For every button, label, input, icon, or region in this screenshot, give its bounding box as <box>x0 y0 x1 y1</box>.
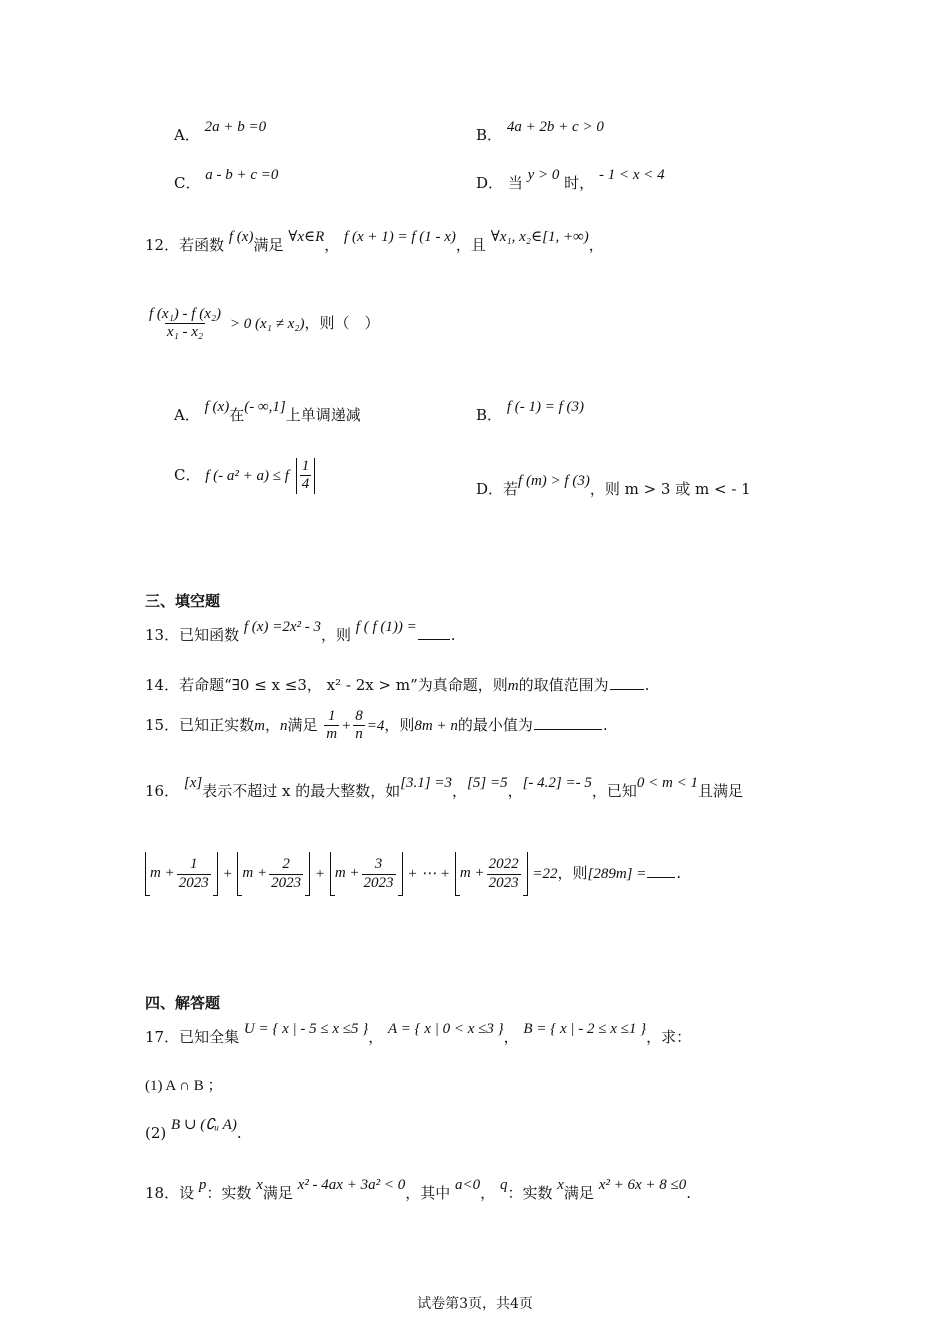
math-operator: + <box>314 866 326 882</box>
option-label: A． <box>174 406 200 424</box>
fraction-denominator: 2023 <box>363 874 394 891</box>
text: ， <box>503 1028 519 1046</box>
text: 若命题“∃0 ≤ x ≤3， x² - 2x > m”为真命题，则 <box>179 676 508 694</box>
math-variable: m <box>507 678 519 694</box>
question-number: 17． <box>145 1028 180 1046</box>
floor-term <box>330 852 403 896</box>
text: . <box>236 1124 242 1142</box>
math-expression: f (x) <box>204 399 230 415</box>
text: ， <box>507 782 523 800</box>
math-expression: m + <box>334 865 360 882</box>
q12-option-c <box>174 458 317 494</box>
math-expression: x² - 4ax + 3a² < 0 <box>297 1177 406 1193</box>
math-expression: f (- a² + a) ≤ f <box>205 467 289 484</box>
question-number: 18． <box>145 1184 180 1202</box>
q17-stem <box>145 1021 692 1049</box>
fraction-denominator: 2023 <box>178 874 209 891</box>
fraction <box>353 708 365 744</box>
math-expression: f (m) > f (3) <box>518 473 590 489</box>
q11-option-a <box>174 119 267 147</box>
text: 且满足 <box>697 782 743 800</box>
math-expression: =22 <box>532 866 558 882</box>
math-expression: f (x) <box>228 229 254 245</box>
text: . <box>602 715 608 734</box>
text: 若函数 <box>179 236 225 254</box>
q12-condition <box>145 306 379 342</box>
text: ， <box>452 782 468 800</box>
text: ，则 <box>320 626 351 644</box>
text: ， <box>324 236 340 254</box>
math-expression: - 1 < x < 4 <box>598 167 665 183</box>
math-expression: 2a + b =0 <box>204 119 267 135</box>
fraction <box>487 856 521 892</box>
math-operator: + ⋯ + <box>407 866 451 882</box>
math-variable: n <box>279 717 288 734</box>
math-variable: m <box>254 717 265 734</box>
math-operator: + <box>341 717 352 734</box>
text: 上单调递减 <box>285 406 361 424</box>
text: 已知函数 <box>179 626 240 644</box>
q17-part-1 <box>145 1076 223 1097</box>
math-expression: m + <box>242 865 268 882</box>
math-expression: (1) A ∩ B ； <box>145 1078 223 1094</box>
math-expression: f ( f (1)) = <box>355 619 417 635</box>
section-title-solutions: 四、解答题 <box>145 994 221 1012</box>
q11-option-b <box>476 119 604 147</box>
math-expression: ∀x₁, x₂∈[1, +∞) <box>490 229 589 245</box>
q16-equation <box>145 852 681 896</box>
text: ，则 m > 3 或 m < - 1 <box>589 480 751 498</box>
math-expression: f (- 1) = f (3) <box>506 399 584 415</box>
fraction <box>324 708 339 744</box>
answer-blank[interactable] <box>647 877 675 878</box>
q18 <box>145 1177 692 1205</box>
fraction-denominator: m <box>326 726 338 743</box>
option-label: B． <box>476 406 503 424</box>
fraction <box>177 856 211 892</box>
fraction-denominator: 2023 <box>488 874 519 891</box>
math-expression: 0 < m < 1 <box>636 775 698 791</box>
question-number: 14． <box>145 676 180 694</box>
question-number: 12． <box>145 236 180 254</box>
answer-blank[interactable] <box>610 689 644 690</box>
math-operator: + <box>222 866 233 882</box>
math-expression: ∀x∈R <box>288 229 325 245</box>
text: 时， <box>564 174 595 192</box>
fraction-numerator: f (x₁) - f (x₂) <box>149 306 222 322</box>
q11-option-c <box>174 167 279 195</box>
option-label: D． <box>476 480 504 498</box>
text: 满足 <box>262 1184 293 1202</box>
q12-option-d <box>476 473 751 501</box>
text: ， <box>368 1028 384 1046</box>
floor-term <box>145 852 218 896</box>
q16-stem <box>145 775 743 803</box>
answer-blank[interactable] <box>418 639 450 640</box>
text: ，求： <box>646 1028 692 1046</box>
math-expression: 4a + 2b + c > 0 <box>506 119 604 135</box>
fraction-numerator: 2 <box>282 856 290 873</box>
text: ：实数 <box>507 1184 553 1202</box>
q12-option-a <box>174 399 361 427</box>
q11-option-d <box>476 167 665 195</box>
math-expression: [- 4.2] =- 5 <box>522 775 592 791</box>
math-expression: y > 0 <box>527 167 560 183</box>
fraction-denominator: x₁ - x₂ <box>166 324 204 341</box>
q14 <box>145 676 649 697</box>
fraction-numerator: 2022 <box>488 856 519 873</box>
question-number: 16． <box>145 782 180 800</box>
option-label: D． <box>476 174 504 192</box>
text: 已知全集 <box>179 1028 240 1046</box>
answer-blank[interactable] <box>534 729 602 730</box>
fraction-numerator: 8 <box>355 708 363 724</box>
fraction <box>296 458 316 494</box>
text: ， <box>264 715 280 734</box>
math-variable: q <box>499 1177 508 1193</box>
math-expression: m + <box>459 865 485 882</box>
math-expression: B ∪ (∁ᵤ A) <box>171 1117 237 1133</box>
math-expression: f (x) =2x² - 3 <box>243 619 321 635</box>
math-expression: (- ∞,1] <box>244 399 286 415</box>
math-variable: x <box>256 1177 263 1193</box>
text: . <box>676 864 682 882</box>
math-expression: m + <box>150 865 175 882</box>
text: ，其中 <box>405 1184 451 1202</box>
text: 已知正实数 <box>179 715 255 734</box>
floor-term <box>237 852 310 896</box>
page-footer: 试卷第3页，共4页 <box>417 1296 533 1312</box>
text: 的取值范围为 <box>518 676 609 694</box>
fraction-denominator: 4 <box>301 476 310 493</box>
fraction-denominator: 2023 <box>271 874 302 891</box>
math-expression: =4 <box>366 717 385 734</box>
text: . <box>644 676 650 694</box>
math-expression: x² + 6x + 8 ≤0 <box>598 1177 687 1193</box>
fraction <box>269 856 303 892</box>
text: 当 <box>507 174 523 192</box>
math-variable: x <box>557 1177 564 1193</box>
math-expression: [5] =5 <box>467 775 508 791</box>
q12-stem <box>145 229 604 257</box>
fraction <box>147 306 223 342</box>
math-expression: A = { x | 0 < x ≤3 } <box>388 1021 504 1037</box>
text: ， <box>480 1184 496 1202</box>
fraction-numerator: 1 <box>189 856 198 873</box>
option-label: B． <box>476 126 503 144</box>
math-expression: 8m + n <box>414 717 458 734</box>
q15 <box>145 708 608 744</box>
text: 满足 <box>287 715 318 734</box>
text: 满足 <box>253 236 284 254</box>
math-expression: a - b + c =0 <box>205 167 279 183</box>
math-expression: U = { x | - 5 ≤ x ≤5 } <box>243 1021 369 1037</box>
text: ：实数 <box>206 1184 252 1202</box>
math-expression: [3.1] =3 <box>400 775 453 791</box>
q13 <box>145 619 456 647</box>
text: 若 <box>503 480 519 498</box>
fraction-numerator: 1 <box>301 458 310 474</box>
text: 设 <box>179 1184 195 1202</box>
text: 在 <box>229 406 245 424</box>
option-label: C． <box>174 174 201 192</box>
text: ， <box>588 236 604 254</box>
text: ，则（ ） <box>304 313 380 332</box>
text: ，且 <box>455 236 486 254</box>
option-label: A． <box>174 126 200 144</box>
q12-option-b <box>476 399 584 427</box>
fraction <box>362 856 396 892</box>
text: 满足 <box>563 1184 594 1202</box>
text: ，则 <box>384 715 415 734</box>
math-expression: a<0 <box>455 1177 481 1193</box>
math-expression: > 0 (x₁ ≠ x₂) <box>229 315 305 332</box>
fraction-denominator: n <box>355 726 363 743</box>
floor-term <box>455 852 528 896</box>
math-expression: [x] <box>183 775 203 791</box>
math-expression: f (x + 1) = f (1 - x) <box>344 229 456 245</box>
text: 表示不超过 x 的最大整数，如 <box>202 782 401 800</box>
q17-part-2 <box>145 1117 242 1145</box>
question-number: 13． <box>145 626 180 644</box>
fraction-numerator: 3 <box>374 856 383 873</box>
math-variable: p <box>198 1177 207 1193</box>
math-expression: [289m] = <box>587 866 647 882</box>
option-label: C． <box>174 465 201 484</box>
part-label: (2) <box>145 1124 167 1142</box>
text: . <box>686 1184 692 1202</box>
section-title-fill-in: 三、填空题 <box>145 592 221 610</box>
fraction-numerator: 1 <box>327 708 336 724</box>
question-number: 15． <box>145 715 180 734</box>
text: 的最小值为 <box>457 715 533 734</box>
text: . <box>450 626 456 644</box>
text: ，已知 <box>591 782 637 800</box>
text: ，则 <box>557 864 588 882</box>
math-expression: B = { x | - 2 ≤ x ≤1 } <box>523 1021 647 1037</box>
